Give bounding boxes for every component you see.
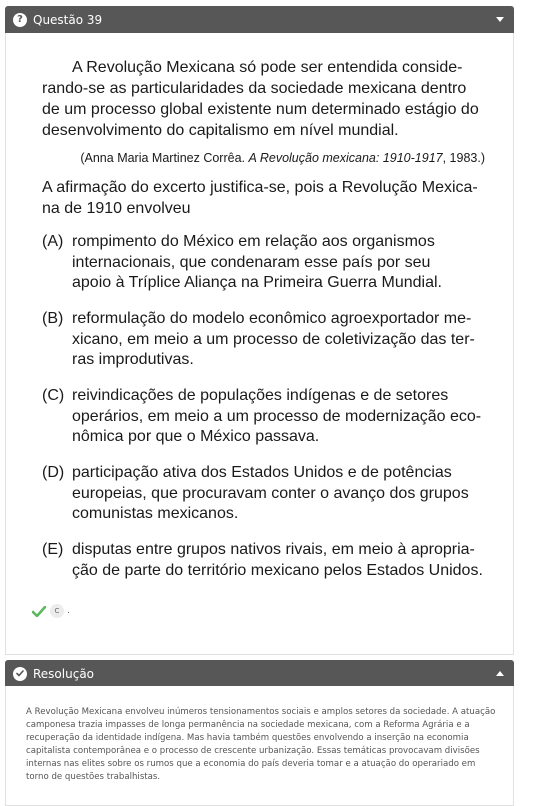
option-e[interactable] bbox=[42, 540, 484, 581]
excerpt-line: de um processo global existente num determinado estágio do bbox=[42, 101, 479, 118]
option-c[interactable] bbox=[42, 386, 484, 448]
question-stem bbox=[42, 177, 484, 219]
caret-up-icon[interactable] bbox=[496, 671, 504, 676]
resolution-line: recuperação da identidade indígena. Mas havia também questões envolvendo a inserção na economia bbox=[26, 733, 469, 743]
option-letter: (D) bbox=[42, 464, 65, 481]
check-circle-icon bbox=[13, 667, 27, 681]
stem-line: A afirmação do excerto justifica-se, pois a Revolução Mexica- bbox=[42, 179, 478, 196]
resolution-header[interactable] bbox=[5, 660, 514, 687]
check-icon bbox=[32, 606, 46, 617]
resolution-title: Resolução bbox=[33, 666, 95, 681]
resolution-line: A Revolução Mexicana envolveu inúmeros tensionamentos sociais e amplos setores da sociedade. A atuação bbox=[26, 707, 496, 717]
excerpt-line: rando-se as particularidades da sociedade mexicana dentro bbox=[42, 80, 467, 97]
option-line: reivindicações de populações indígenas e de setores bbox=[72, 387, 449, 404]
resolution-line: torno de questões trabalhistas. bbox=[26, 772, 161, 782]
option-text bbox=[72, 232, 484, 294]
option-letter: (A) bbox=[42, 233, 64, 250]
excerpt-line: A Revolução Mexicana só pode ser entendida conside- bbox=[72, 59, 463, 76]
answer-suffix: . bbox=[67, 606, 70, 616]
option-d[interactable] bbox=[42, 463, 484, 525]
option-text bbox=[72, 386, 484, 448]
citation-year: , 1983.) bbox=[442, 151, 485, 165]
option-text bbox=[72, 463, 484, 525]
option-text bbox=[72, 540, 484, 581]
option-line: internacionais, que condenaram esse país por seu bbox=[72, 253, 431, 271]
question-body bbox=[5, 33, 514, 655]
option-line: rompimento do México em relação aos organismos bbox=[72, 233, 435, 250]
resolution-text bbox=[26, 706, 501, 784]
option-b[interactable] bbox=[42, 309, 484, 371]
answer-letter-badge: C bbox=[50, 604, 64, 618]
option-letter: (B) bbox=[42, 310, 64, 327]
question-header[interactable] bbox=[5, 6, 514, 33]
resolution-line: camponesa trazia impasses de longa permanência na sociedade mexicana, com a Reforma Agrária e a bbox=[26, 720, 470, 730]
answer-indicator bbox=[32, 604, 70, 618]
resolution-line: internas nas elites sobre os rumos que a economia do país deveria tomar e a atuação do operariado em bbox=[26, 759, 476, 769]
option-line: xicano, em meio a um processo de coletivização das ter- bbox=[72, 330, 475, 348]
option-line: comunistas mexicanos. bbox=[72, 505, 239, 522]
citation-author: (Anna Maria Martinez Corrêa. bbox=[80, 151, 246, 165]
caret-down-icon[interactable] bbox=[496, 17, 504, 22]
excerpt-line: desenvolvimento do capitalismo em nível mundial. bbox=[42, 122, 399, 139]
option-line: europeias, que procuravam conter o avanço dos grupos bbox=[72, 484, 469, 502]
option-line: participação ativa dos Estados Unidos e de potências bbox=[72, 464, 452, 481]
citation-work: A Revolução mexicana: 1910-1917 bbox=[248, 151, 443, 165]
question-circle-icon: ? bbox=[13, 13, 27, 27]
option-letter: (E) bbox=[42, 541, 64, 558]
option-line: disputas entre grupos nativos rivais, em meio à apropria- bbox=[72, 541, 475, 558]
option-a[interactable] bbox=[42, 232, 484, 294]
option-letter: (C) bbox=[42, 387, 65, 404]
resolution-line: capitalista contemporânea e o processo de crescente urbanização. Essas temáticas provocavam divisões bbox=[26, 746, 480, 756]
option-line: ção de parte do território mexicano pelos Estados Unidos. bbox=[72, 561, 483, 579]
citation bbox=[42, 150, 485, 166]
stem-line: na de 1910 envolveu bbox=[42, 200, 191, 217]
option-text bbox=[72, 309, 484, 371]
option-line: ras improdutivas. bbox=[72, 351, 194, 368]
resolution-body bbox=[5, 686, 514, 806]
option-line: reformulação do modelo econômico agroexportador me- bbox=[72, 310, 472, 327]
question-title: Questão 39 bbox=[33, 12, 103, 27]
option-line: operários, em meio a um processo de modernização eco- bbox=[72, 407, 482, 425]
option-line: apoio à Tríplice Aliança na Primeira Guerra Mundial. bbox=[72, 274, 442, 291]
option-line: nômica por que o México passava. bbox=[72, 428, 320, 445]
excerpt bbox=[42, 57, 484, 141]
